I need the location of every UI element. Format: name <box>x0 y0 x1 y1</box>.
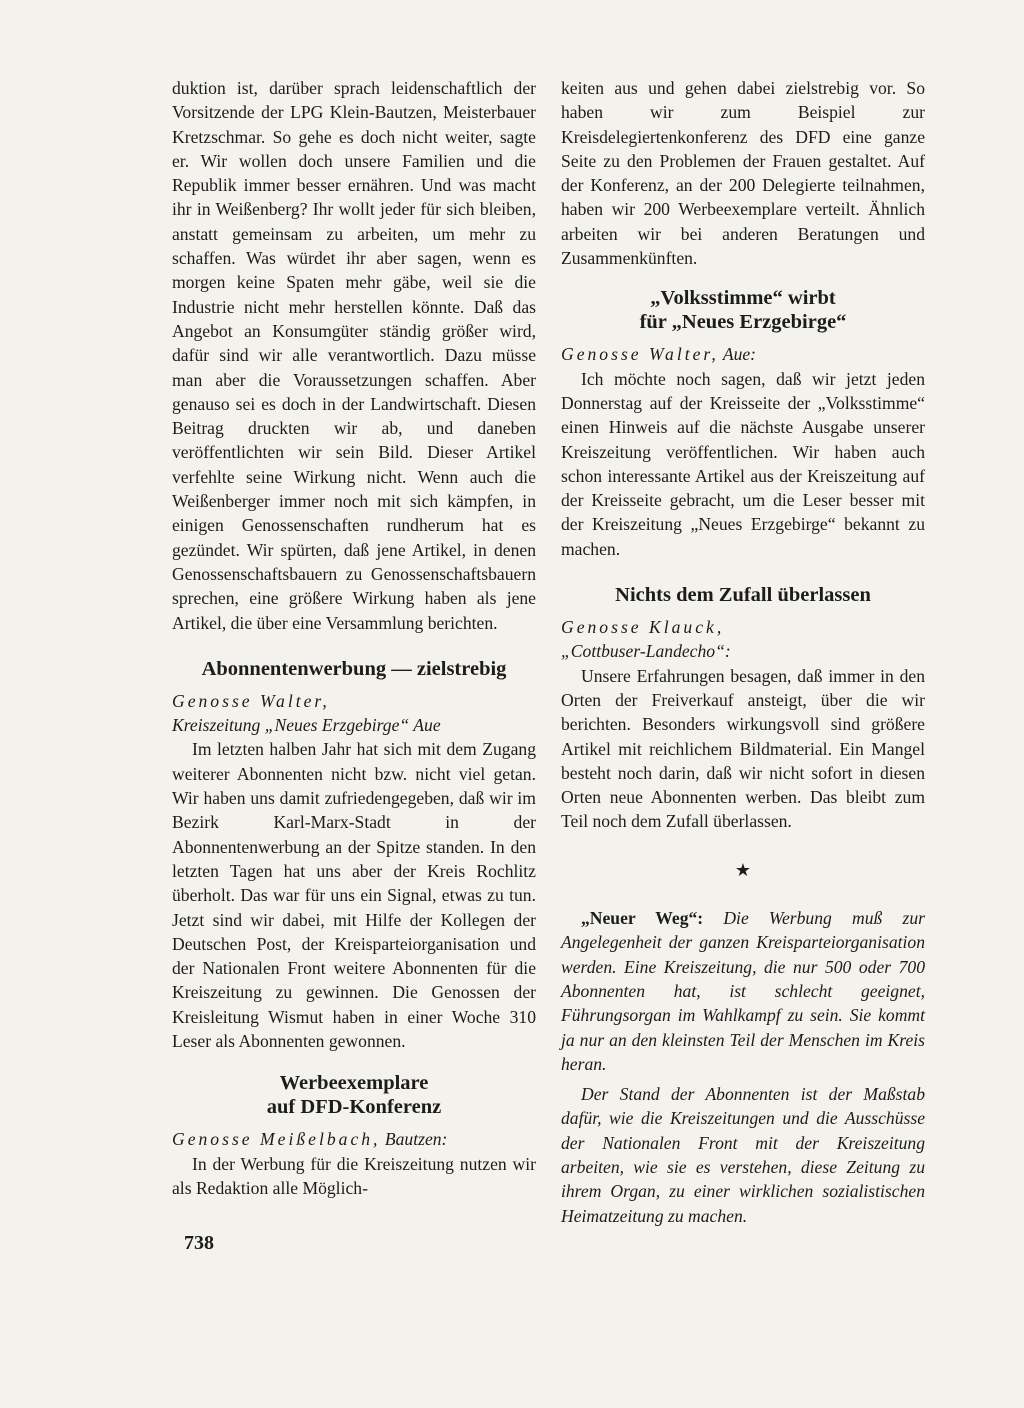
editorial-source: „Neuer Weg“: <box>581 908 704 929</box>
section-body-abonnentenwerbung: Im letzten halben Jahr hat sich mit dem Zugang weiterer Abonnenten nicht bzw. nicht viel getan. Wir haben uns damit zufriedengegeben, daß wir im Bezirk Karl-Marx-Stadt in der Abonnentenwerbung an der Spitze standen. In den letzten Tagen hat uns aber der Kreis Rochlitz überholt. Das war für uns ein Signal, etwas zu tun. Jetzt sind wir dabei, mit Hilfe der Kollegen der Deutschen Post, der Kreisparteiorganisation und der Nationalen Front weitere Abonnenten für die Kreiszeitung zu gewinnen. Die Genossen der Kreisleitung Wismut haben in einer Woche 310 Leser als Abonnenten gewonnen. <box>172 739 536 1051</box>
right-column <box>561 76 925 1228</box>
page-number: 738 <box>184 1232 214 1254</box>
editorial-paragraph-1: „Neuer Weg“: Die Werbung muß zur Angelegenheit der ganzen Kreisparteiorganisation werden. Eine Kreiszeitung, die nur 500 oder 700 Abonnenten hat, ist schlecht geeignet, Führungsorgan im Wahlkampf zu sein. Sie kommt ja nur an den kleinsten Teil der Menschen im Kreis heran. <box>561 908 925 1074</box>
section-heading-abonnentenwerbung: Abonnentenwerbung — zielstrebig <box>201 657 507 680</box>
byline-paper: Kreiszeitung „Neues Erzgebirge“ Aue <box>172 715 441 736</box>
section-heading-volksstimme-line2: für „Neues Erzgebirge“ <box>639 311 847 334</box>
intro-paragraph: duktion ist, darüber sprach leidenschaftlich der Vorsitzende der LPG Klein-Bautzen, Meisterbauer Kretzschmar. So gehe es doch nicht weiter, sagte er. Wir wollen doch unsere Familien und die Republik immer besser ernähren. Und was macht ihr in Weißenberg? Ihr wollt jeder für sich bleiben, anstatt gemeinsam zu arbeiten, um mehr zu schaffen. Was würdet ihr aber sagen, wenn es morgen keine Spaten mehr gäbe, weil sie die Industrie nicht mehr herstellen könnte. Daß das Angebot an Konsumgüter ständig größer wird, dafür sind wir alle verantwortlich. Dazu müsse man aber die Voraussetzungen schaffen. Aber genauso sei es doch in der Landwirtschaft. Diesen Beitrag druckten wir ab, und daneben veröffentlichten wir sein Bild. Dieser Artikel verfehlte seine Wirkung nicht. Wenn auch die Weißenberger immer noch mit sich kämpfen, in einigen Genossenschaften rundherum hat es gezündet. Wir spürten, daß jene Artikel, in denen Genossenschaftsbauern zu Genossenschaftsbauern sprechen, eine größere Wirkung haben als jene Artikel, die über eine Versammlung berichten. <box>172 78 536 633</box>
byline-walter-aue: Genosse Walter, Aue: <box>561 344 757 365</box>
section-body-werbeexemplare: In der Werbung für die Kreiszeitung nutzen wir als Redaktion alle Möglich- <box>172 1153 536 1198</box>
continuation-paragraph: keiten aus und gehen dabei zielstrebig vor. So haben wir zum Beispiel zur Kreisdelegiertenkonferenz des DFD eine ganze Seite zu den Problemen der Frauen gestaltet. Auf der Konferenz, an der 200 Delegierte teilnahmen, haben wir 200 Werbeexemplare verteilt. Ähnlich arbeiten wir bei anderen Beratungen und Zusammenkünften. <box>561 78 925 269</box>
left-column <box>172 76 536 1200</box>
byline-klauck: Genosse Klauck, <box>561 617 725 638</box>
section-heading-volksstimme-line1: „Volksstimme“ wirbt <box>650 287 836 310</box>
star-separator: ★ <box>734 859 752 880</box>
byline-meisselbach: Genosse Meißelbach, Bautzen: <box>172 1129 448 1150</box>
editorial-paragraph-2: Der Stand der Abonnenten ist der Maßstab dafür, wie die Kreiszeitungen und die Ausschüsse der Nationalen Front mit der Kreiszeitung arbeiten, wie sie es verstehen, diese Zeitung zu ihrem Organ, zu einer wirklichen sozialistischen Heimatzeitung zu machen. <box>561 1084 925 1226</box>
section-heading-werbeexemplare-line1: Werbeexemplare <box>279 1072 429 1095</box>
section-body-volksstimme: Ich möchte noch sagen, daß wir jetzt jeden Donnerstag auf der Kreisseite der „Volksstimme“ einen Hinweis auf die nächste Ausgabe unserer Kreiszeitung veröffentlichen. Wir haben auch schon interessante Artikel aus der Kreiszeitung auf der Kreisseite gebracht, um die Leser besser mit der Kreiszeitung „Neues Erzgebirge“ bekannt zu machen. <box>561 368 925 559</box>
byline-name: Genosse Walter, <box>172 690 330 711</box>
section-heading-werbeexemplare-line2: auf DFD-Konferenz <box>266 1096 442 1119</box>
byline-cottbuser: „Cottbuser-Landecho“: <box>561 641 731 662</box>
section-body-zufall: Unsere Erfahrungen besagen, daß immer in den Orten der Freiverkauf ansteigt, über die wir berichten. Besonders wirkungsvoll sind größere Artikel mit reichlichem Bildmaterial. Ein Mangel besteht noch darin, daß wir nicht sofort in diesen Orten neue Abonnenten werben. Das bleibt zum Teil noch dem Zufall überlassen. <box>561 665 925 832</box>
section-heading-zufall: Nichts dem Zufall überlassen <box>615 584 871 607</box>
